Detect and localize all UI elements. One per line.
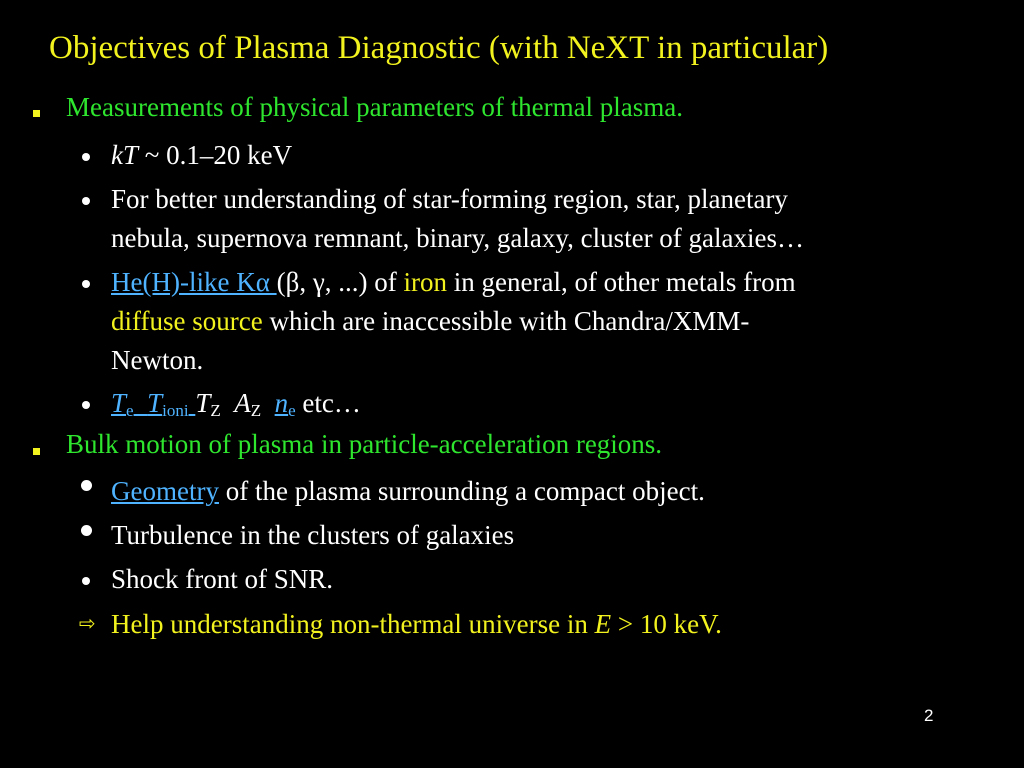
understanding-line1: For better understanding of star-forming region, star, planetary — [111, 184, 788, 214]
te-subscript: e — [126, 401, 134, 420]
kt-value: ~ 0.1–20 keV — [138, 140, 293, 170]
tz-symbol: T — [195, 388, 211, 418]
help-energy-symbol: E — [594, 609, 612, 639]
az-subscript: Z — [250, 401, 262, 420]
bullet-icon — [82, 401, 90, 409]
kt-range-item — [111, 136, 292, 175]
section-heading-bulk-motion: Bulk motion of plasma in particle-acceleration regions. — [66, 429, 663, 459]
hlike-item — [111, 263, 796, 380]
kt-k: k — [111, 140, 123, 170]
geometry-link[interactable]: Geometry — [111, 476, 219, 506]
help-item — [111, 605, 722, 644]
tz-subscript: Z — [210, 401, 221, 420]
hlike-ka-link[interactable]: He(H)-like Kα — [111, 267, 277, 297]
help-text: Help understanding non-thermal universe in — [111, 609, 595, 639]
geometry-rest: of the plasma surrounding a compact object. — [218, 476, 705, 506]
ne-symbol: n — [274, 388, 289, 418]
bullet-icon — [82, 197, 90, 205]
az-symbol: A — [234, 388, 251, 418]
te-symbol: T — [111, 388, 127, 418]
hlike-line3: Newton. — [111, 345, 204, 375]
bullet-icon — [81, 525, 92, 536]
ne-subscript: e — [288, 401, 296, 420]
square-bullet-icon — [33, 448, 40, 455]
shock-item: Shock front of SNR. — [111, 564, 333, 594]
ti-subscript: ioni — [162, 401, 189, 420]
bullet-icon — [81, 480, 92, 491]
iron-highlight: iron — [403, 267, 447, 297]
understanding-line2: nebula, supernova remnant, binary, galaxy, cluster of galaxies… — [111, 223, 805, 253]
bullet-icon — [82, 153, 90, 161]
te-ti-link[interactable] — [111, 388, 195, 418]
bullet-icon — [82, 577, 90, 585]
geometry-item — [111, 472, 705, 511]
page-number: 2 — [924, 706, 934, 725]
understanding-item — [111, 180, 804, 258]
hlike-rest2: in general, of other metals from — [447, 267, 796, 297]
params-etc: etc… — [295, 388, 361, 418]
hlike-rest1: (β, γ, ...) of — [276, 267, 404, 297]
bullet-icon — [82, 280, 90, 288]
slide-title: Objectives of Plasma Diagnostic (with NeXT in particular) — [49, 30, 829, 66]
help-rest: > 10 keV. — [611, 609, 722, 639]
parameters-item — [111, 384, 361, 430]
section-heading-thermal: Measurements of physical parameters of thermal plasma. — [66, 92, 684, 122]
ne-link[interactable] — [275, 388, 296, 418]
turbulence-item: Turbulence in the clusters of galaxies — [111, 520, 515, 550]
hlike-rest3: which are inaccessible with Chandra/XMM- — [262, 306, 750, 336]
diffuse-source-highlight: diffuse source — [111, 306, 263, 336]
ti-symbol: T — [147, 388, 163, 418]
arrow-right-icon: ⇨ — [79, 611, 96, 635]
kt-t: T — [122, 140, 139, 170]
square-bullet-icon — [33, 110, 40, 117]
